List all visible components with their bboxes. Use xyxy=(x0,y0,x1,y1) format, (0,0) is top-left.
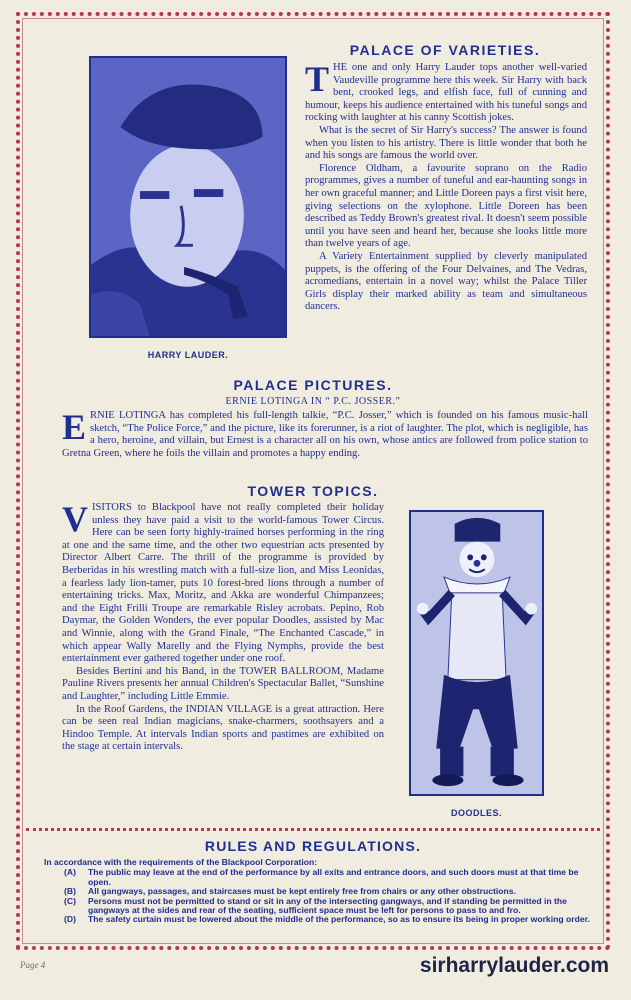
rule-text: Persons must not be permitted to stand or sit in any of the intersecting gangways, and if standing be permitted in the gangways at the sides and rear of the seating, sufficient space must be left for persons to pass to and fro. xyxy=(88,895,567,916)
website-watermark: sirharrylauder.com xyxy=(419,954,609,977)
tower-topics-text xyxy=(62,499,384,754)
palace-pictures-subtitle: ERNIE LOTINGA IN “ P.C. JOSSER.” xyxy=(225,396,401,407)
palace-pictures-dropcap: E xyxy=(62,407,87,447)
rules-intro: In accordance with the requirements of the Blackpool Corporation: xyxy=(44,857,318,867)
doodles-photo xyxy=(409,510,544,796)
rule-label: (D) xyxy=(64,914,76,925)
rule-text: All gangways, passages, and staircases must be kept entirely free from chairs or any other obstructions. xyxy=(88,886,516,897)
tower-topics-p1: ISITORS to Blackpool have not really completed their holiday unless they have paid a visit to the world-famous Tower Circus. Here can be seen forty highly-trained horses performing in the ring at one and the same time, and the other two equestrian acts presented by Director Albert Carre. The thrill of the programme is provided by Berberidas in his wrestling match with a full-size lion, and Miss Leonidas, a fearless lady lion-tamer, puts 10 forest-bred lions through a number of entertaining tricks. Max, Moritz, and Akka are wonderful Chimpanzees; and the Eight Frilli Troupe are remarkable Risley acrobats. Pepino, Rob Daymar, the Golden Wonders, the ever popular Doodles, assisted by Mac and Winnie, along with the Grand Finale, “The Enchanted Cascade,” in which appear Wally Marelly and the Flying Nymphs, provide the best entertainment ever gathered together under one roof. xyxy=(62,502,384,665)
palace-varieties-p4: A Variety Entertainment supplied by cleverly manipulated puppets, is the offering of the Four Delvaines, and The Vedras, acromedians, entertain in a novel way; whilst the Palace Tiller Girls display their marked ability as team and simultaneous dancers. xyxy=(305,250,587,313)
page-number: Page 4 xyxy=(20,960,46,970)
rule-text: The public may leave at the end of the performance by all exits and entrance doors, and such doors must at that time be open. xyxy=(88,867,579,887)
doodles-caption: DOODLES. xyxy=(450,808,502,818)
rule-text: The safety curtain must be lowered about the middle of the performance, so as to ensure its being in proper working order. xyxy=(88,914,590,925)
palace-pictures-text xyxy=(62,407,588,460)
rule-item xyxy=(44,868,592,887)
palace-varieties-p3: Florence Oldham, a favourite soprano on the Radio programmes, gives a number of tuneful and ear-haunting songs in her own graceful manner; and Little Doreen pays a first visit here, giving selections on the xylophone. Little Doreen has been described as Teddy Brown's greatest rival. It doesn't seem possible until you have seen and heard her, because she looks little more than twelve years of age. xyxy=(305,162,587,250)
palace-varieties-text xyxy=(305,59,587,314)
palace-varieties-p1: HE one and only Harry Lauder tops another well-varied Vaudeville programme here this week. Sir Harry with back bent, crooked legs, and elfish face, full of cunning and humour, keeps his audience entertained with his tuneful songs and rocking with laughter at his canny Scottish jokes. xyxy=(305,62,587,124)
harry-lauder-caption: HARRY LAUDER. xyxy=(147,350,229,360)
tower-topics-p2: Besides Bertini and his Band, in the TOWER BALLROOM, Madame Pauline Rivers presents her annual Children's Spectacular Ballet, “Sunshine and Laughter,” including Little Emmie. xyxy=(62,665,384,702)
rules-title: RULES AND REGULATIONS. xyxy=(204,838,422,854)
palace-pictures-p1: RNIE LOTINGA has completed his full-length talkie, “P.C. Josser,” which is founded on his famous music-hall sketch, “The Police Force,” and the picture, like its forerunner, is a riot of laughter. The plot, which is negligible, has a hero, heroine, and villain, but Ernest is a character all on his own, whose antics are followed from police station to Gretna Green, where he foils the villain and promotes a happy ending. xyxy=(62,410,588,459)
palace-varieties-dropcap: T xyxy=(305,59,330,99)
palace-varieties-title: PALACE OF VARIETIES. xyxy=(349,42,541,58)
rules-divider xyxy=(26,828,600,831)
rule-label: (A) xyxy=(64,867,76,878)
tower-topics-p3: In the Roof Gardens, the INDIAN VILLAGE is a great attraction. Here can be seen real Indian magicians, snake-charmers, soothsayers and a Hindoo Temple. At intervals Indian sports and pastimes are exhibited on the stage at certain intervals. xyxy=(62,703,384,753)
palace-varieties-p2: What is the secret of Sir Harry's success? The answer is found when you listen to his artistry. There is little wonder that both he and his songs are famous the world over. xyxy=(305,124,587,162)
palace-pictures-title: PALACE PICTURES. xyxy=(233,377,393,393)
rule-item xyxy=(44,897,592,916)
rule-item xyxy=(44,915,592,924)
rules-list xyxy=(44,858,592,925)
tower-topics-title: TOWER TOPICS. xyxy=(247,483,379,499)
rule-label: (C) xyxy=(64,895,76,906)
tower-topics-dropcap: V xyxy=(62,499,88,539)
harry-lauder-photo xyxy=(89,56,287,338)
rule-label: (B) xyxy=(64,886,76,897)
